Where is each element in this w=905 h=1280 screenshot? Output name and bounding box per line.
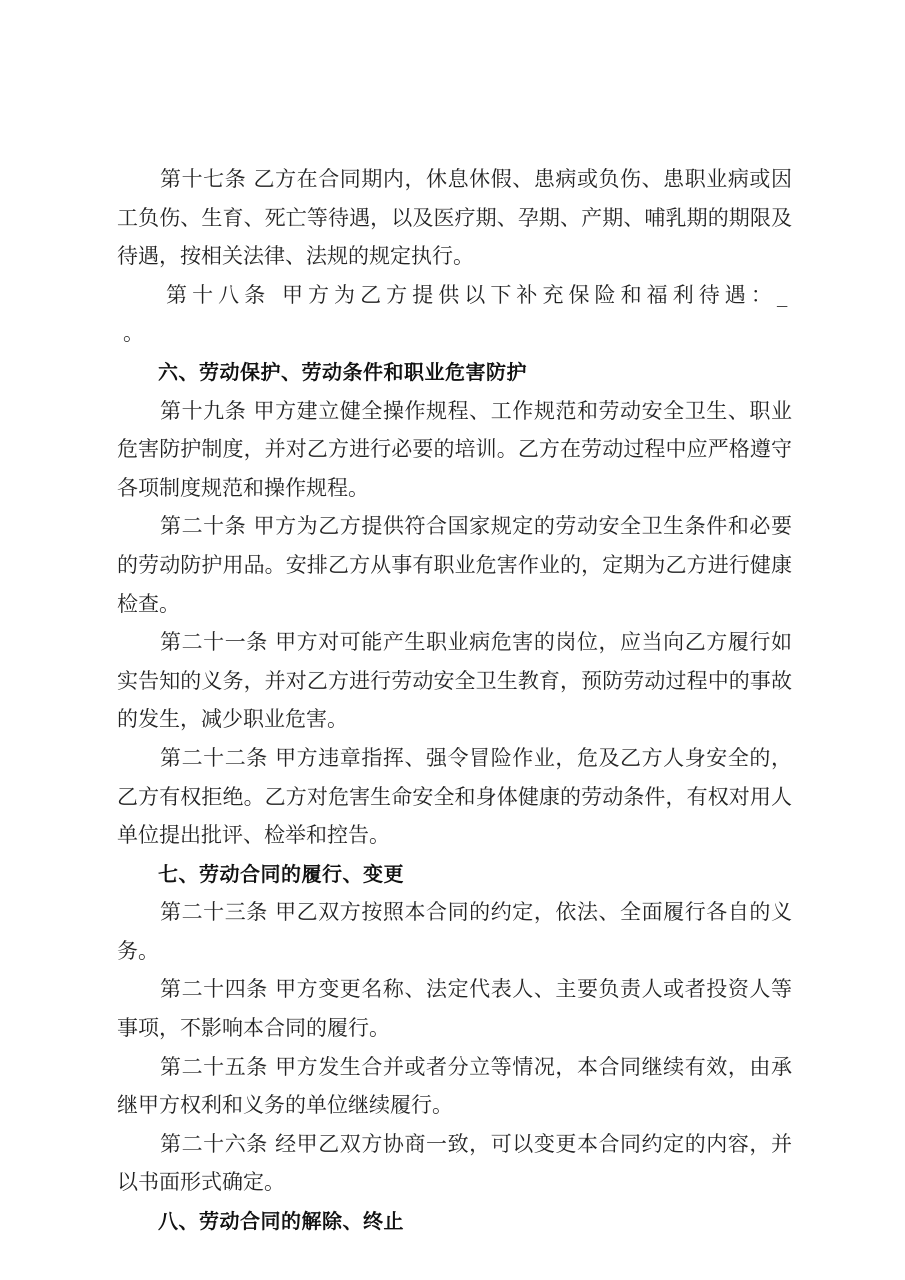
article-23: 第二十三条 甲乙双方按照本合同的约定，依法、全面履行各自的义务。: [117, 900, 792, 963]
section-heading-6: 六、劳动保护、劳动条件和职业危害防护: [158, 359, 527, 384]
article-22: 第二十二条 甲方违章指挥、强令冒险作业，危及乙方人身安全的，乙方有权拒绝。乙方对危害生命安全和身体健康的劳动条件，有权对用人单位提出批评、检举和控告。: [117, 745, 792, 848]
article-17: 第十七条 乙方在合同期内，休息休假、患病或负伤、患职业病或因工负伤、生育、死亡等待遇，以及医疗期、孕期、产期、哺乳期的期限及待遇，按相关法律、法规的规定执行。: [117, 167, 792, 269]
article-25: 第二十五条 甲方发生合并或者分立等情况，本合同继续有效，由承继甲方权利和义务的单位继续履行。: [117, 1054, 792, 1118]
article-21: 第二十一条 甲方对可能产生职业病危害的岗位，应当向乙方履行如实告知的义务，并对乙方进行劳动安全卫生教育，预防劳动过程中的事故的发生，减少职业危害。: [117, 630, 792, 732]
article-18: 第十八条 甲方为乙方提供以下补充保险和福利待遇：_ 。: [123, 282, 792, 346]
article-26: 第二十六条 经甲乙双方协商一致，可以变更本合同约定的内容，并以书面形式确定。: [117, 1131, 792, 1195]
article-19: 第十九条 甲方建立健全操作规程、工作规范和劳动安全卫生、职业危害防护制度，并对乙方进行必要的培训。乙方在劳动过程中应严格遵守各项制度规范和操作规程。: [117, 398, 792, 500]
article-24: 第二十四条 甲方变更名称、法定代表人、主要负责人或者投资人等事项，不影响本合同的履行。: [117, 977, 792, 1041]
article-20: 第二十条 甲方为乙方提供符合国家规定的劳动安全卫生条件和必要的劳动防护用品。安排乙方从事有职业危害作业的，定期为乙方进行健康检查。: [117, 514, 792, 616]
section-heading-8: 八、劳动合同的解除、终止: [158, 1209, 404, 1234]
contract-page: [117, 160, 792, 1241]
section-heading-7: 七、劳动合同的履行、变更: [158, 861, 404, 886]
